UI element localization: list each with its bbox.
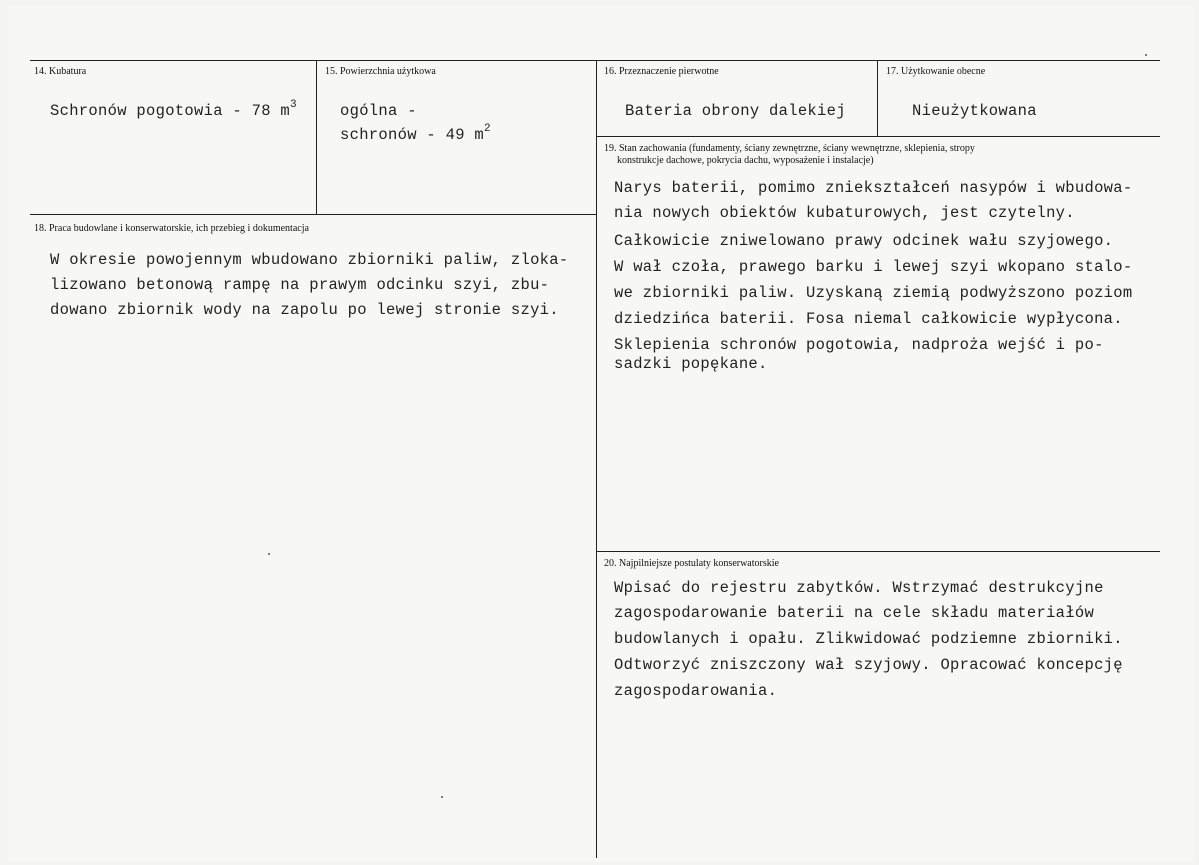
divider-16-17 <box>877 60 878 136</box>
record-card <box>8 6 1194 862</box>
field-19-line: we zbiorniki paliw. Uzyskaną ziemią podwyższono poziom <box>614 284 1133 302</box>
divider-main <box>596 60 597 858</box>
field-19-line: dziedzińca baterii. Fosa niemal całkowicie wypłycona. <box>614 310 1123 328</box>
field-19-line: nia nowych obiektów kubaturowych, jest czytelny. <box>614 204 1075 222</box>
field-17-value: Nieużytkowana <box>912 102 1037 120</box>
field-14-sup: 3 <box>290 98 297 111</box>
field-16-label: 16. Przeznaczenie pierwotne <box>604 66 719 77</box>
speck <box>268 553 270 555</box>
field-15-line2 <box>340 123 491 147</box>
field-19-label-line2: konstrukcje dachowe, pokrycia dachu, wyposażenie i instalacje) <box>617 155 874 166</box>
field-15-text: schronów - 49 m <box>340 126 485 144</box>
field-14-text: Schronów pogotowia - 78 m <box>50 102 291 120</box>
field-17-label: 17. Użytkowanie obecne <box>886 66 986 77</box>
field-15-sup: 2 <box>484 122 491 135</box>
field-20-line: Wpisać do rejestru zabytków. Wstrzymać destrukcyjne <box>614 579 1104 597</box>
field-20-label: 20. Najpilniejsze postulaty konserwatorskie <box>604 558 779 569</box>
field-19-label-line1: 19. Stan zachowania (fundamenty, ściany zewnętrzne, ściany wewnętrzne, sklepienia, stropy <box>604 143 975 154</box>
field-15-label: 15. Powierzchnia użytkowa <box>325 66 436 77</box>
field-18-line: lizowano betonową rampę na prawym odcinku szyi, zbu- <box>50 276 550 294</box>
rule-above-20 <box>596 551 1160 552</box>
field-18-label: 18. Praca budowlane i konserwatorskie, ich przebieg i dokumentacja <box>34 223 309 234</box>
field-20-line: Odtworzyć zniszczony wał szyjowy. Opracować koncepcję <box>614 656 1123 674</box>
rule-above-18 <box>30 214 596 215</box>
field-20-line: zagospodarowanie baterii na cele składu materiałów <box>614 604 1095 622</box>
speck <box>441 796 443 798</box>
speck <box>1145 54 1147 56</box>
rule-below-16-17 <box>596 136 1160 137</box>
field-19-line: Narys baterii, pomimo zniekształceń nasypów i wbudowa- <box>614 179 1133 197</box>
field-19-line: sadzki popękane. <box>614 355 768 373</box>
field-15-line1: ogólna - <box>340 102 417 120</box>
field-19-line: Całkowicie zniwelowano prawy odcinek wału szyjowego. <box>614 232 1114 250</box>
field-20-line: budowlanych i opału. Zlikwidować podziemne zbiorniki. <box>614 630 1123 648</box>
field-20-line: zagospodarowania. <box>614 682 778 700</box>
top-rule <box>30 60 1160 61</box>
divider-14-15 <box>316 60 317 214</box>
field-18-line: W okresie powojennym wbudowano zbiorniki paliw, zloka- <box>50 251 569 269</box>
field-19-line: W wał czoła, prawego barku i lewej szyi wkopano stalo- <box>614 258 1133 276</box>
field-14-value <box>50 99 297 123</box>
field-14-label: 14. Kubatura <box>34 66 87 77</box>
field-16-value: Bateria obrony dalekiej <box>625 102 846 120</box>
field-19-line: Sklepienia schronów pogotowia, nadproża wejść i po- <box>614 336 1104 354</box>
field-18-line: dowano zbiornik wody na zapolu po lewej stronie szyi. <box>50 301 559 319</box>
